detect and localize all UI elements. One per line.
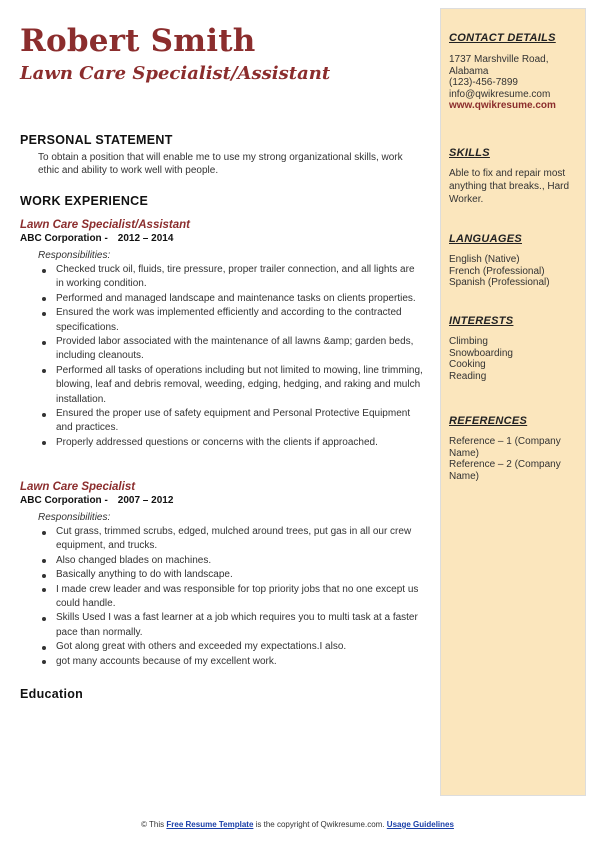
list-item: Reading [449, 370, 487, 382]
education-heading: Education [20, 687, 84, 701]
sidebar [440, 8, 586, 796]
list-item: I made crew leader and was responsible for top priority jobs that no one except us could handle. [56, 583, 425, 612]
list-item: Snowboarding [449, 347, 513, 359]
footer-copyright: is the copyright of Qwikresume.com. [255, 820, 385, 829]
interests-heading: INTERESTS [449, 315, 514, 327]
job-title: Lawn Care Specialist [20, 481, 136, 493]
usage-guidelines-link[interactable]: Usage Guidelines [386, 820, 454, 829]
job-entry [20, 481, 425, 669]
job-dates: 2012 – 2014 [117, 233, 174, 244]
list-item: Climbing [449, 336, 488, 347]
website-link[interactable]: www.qwikresume.com [449, 100, 556, 112]
list-item: Cut grass, trimmed scrubs, edged, mulched around trees, put gas in all our crew equipment, and trucks. [56, 525, 425, 554]
contact-details [449, 54, 581, 112]
work-experience-heading: WORK EXPERIENCE [20, 194, 149, 208]
personal-statement-heading: PERSONAL STATEMENT [20, 133, 173, 147]
list-item: Ensured the work was implemented efficiently and according to the contracted specifications. [56, 306, 425, 335]
job-title: Lawn Care Specialist/Assistant [20, 219, 191, 231]
address-line: 1737 Marshville Road, [449, 54, 549, 65]
interests-list [449, 336, 581, 382]
list-item: Properly addressed questions or concerns with the clients if approached. [56, 436, 425, 450]
list-item: Spanish (Professional) [449, 277, 550, 289]
address-line: Alabama [449, 65, 489, 77]
footer-prefix: © This [141, 820, 165, 829]
skills-text: Able to fix and repair most anything that breaks., Hard Worker. [449, 168, 570, 205]
list-item: Cooking [449, 359, 486, 371]
job-company [20, 495, 425, 507]
responsibilities-label: Responsibilities: [38, 512, 111, 523]
list-item: Skills Used I was a fast learner at a job which requires you to multi task at a faster pace than normally. [56, 611, 425, 640]
list-item: Performed and managed landscape and maintenance tasks on clients properties. [56, 292, 425, 306]
phone-number: (123)-456-7899 [449, 77, 518, 89]
responsibilities-label: Responsibilities: [38, 250, 111, 261]
list-item: Provided labor associated with the maintenance of all lawns &amp; garden beds, including cleanouts. [56, 335, 425, 364]
references-list [449, 436, 581, 482]
responsibilities-list [20, 263, 425, 450]
list-item: Got along great with others and exceeded my expectations.I also. [56, 640, 425, 654]
list-item: English (Native) [449, 254, 520, 265]
company-name: ABC Corporation - [20, 495, 108, 506]
references-heading: REFERENCES [449, 415, 528, 427]
job-dates: 2007 – 2012 [117, 495, 174, 506]
footer [0, 820, 595, 830]
list-item: Ensured the proper use of safety equipment and Personal Protective Equipment and practices. [56, 407, 425, 436]
candidate-title: Lawn Care Specialist/Assistant [20, 63, 331, 84]
list-item: Basically anything to do with landscape. [56, 568, 425, 582]
list-item: Also changed blades on machines. [56, 554, 425, 568]
list-item: got many accounts because of my excellent work. [56, 655, 425, 669]
company-name: ABC Corporation - [20, 233, 108, 244]
job-entry [20, 219, 425, 450]
candidate-name: Robert Smith [20, 23, 256, 59]
email-address[interactable]: info@qwikresume.com [449, 88, 551, 100]
job-company [20, 233, 425, 245]
main-column [20, 22, 425, 701]
languages-heading: LANGUAGES [449, 233, 522, 245]
contact-details-heading: CONTACT DETAILS [449, 32, 556, 44]
skills-heading: SKILLS [449, 147, 490, 159]
free-resume-template-link[interactable]: Free Resume Template [166, 820, 254, 829]
list-item: French (Professional) [449, 265, 545, 277]
list-item: Reference – 1 (Company Name) [449, 436, 561, 459]
list-item: Performed all tasks of operations including but not limited to mowing, line trimming, blowing, leaf and debris removal, weeding, edging, hedging, and raking and mulch installation. [56, 364, 425, 407]
list-item: Checked truck oil, fluids, tire pressure, proper trailer connection, and all lights are in working condition. [56, 263, 425, 292]
responsibilities-list [20, 525, 425, 669]
list-item: Reference – 2 (Company Name) [449, 459, 561, 482]
personal-statement-text: To obtain a position that will enable me to use my strong organizational skills, work ethic and ability to work well with people. [38, 152, 403, 176]
languages-list [449, 254, 581, 289]
